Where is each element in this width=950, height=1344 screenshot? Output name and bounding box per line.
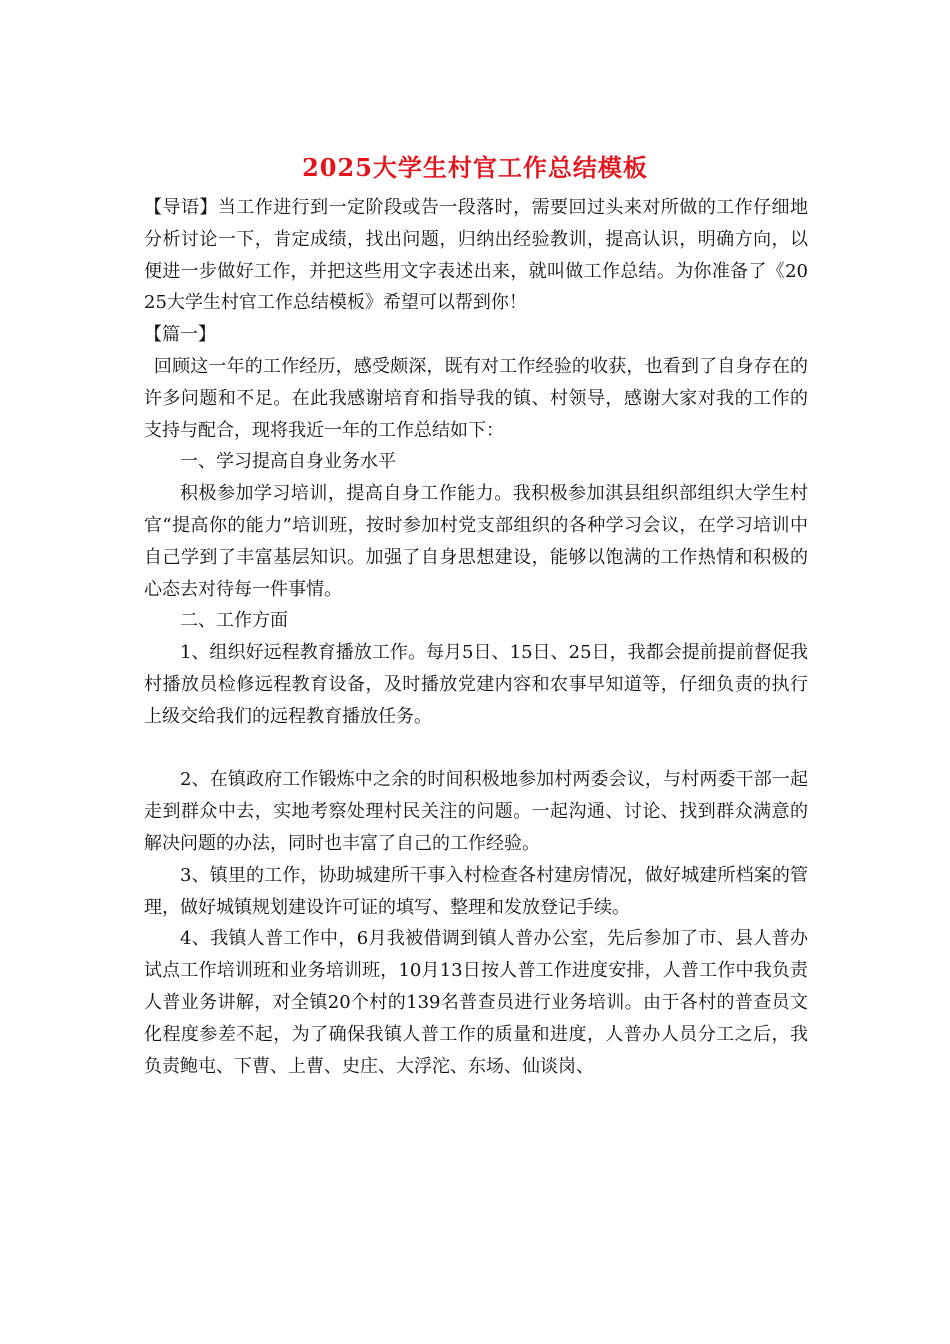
section-heading-two: 二、工作方面 xyxy=(180,610,288,632)
blank-line xyxy=(144,733,808,765)
study-paragraph: 积极参加学习培训，提高自身工作能力。我积极参加淇县组织部组织大学生村官“提高你的能力”培训班，按时参加村党支部组织的各种学习会议，在学习培训中自己学到了丰富基层知识。加强了自身思想建设，能够以饱满的工作热情和积极的心态去对待每一件事情。 xyxy=(144,483,808,600)
work-item-1: 1、组织好远程教育播放工作。每月5日、15日、25日，我都会提前提前督促我村播放员检修远程教育设备，及时播放党建内容和农事早知道等，仔细负责的执行上级交给我们的远程教育播放任务。 xyxy=(144,642,808,727)
work-item-2: 2、在镇政府工作锻炼中之余的时间积极地参加村两委会议，与村两委干部一起走到群众中去，实地考察处理村民关注的问题。一起沟通、讨论、找到群众满意的解决问题的办法，同时也丰富了自己的工作经验。 xyxy=(144,769,808,854)
opening-paragraph: 回顾这一年的工作经历，感受颇深，既有对工作经验的收获，也看到了自身存在的许多问题和不足。在此我感谢培育和指导我的镇、村领导，感谢大家对我的工作的支持与配合，现将我近一年的工作总结如下： xyxy=(144,355,808,441)
section-heading-one: 一、学习提高自身业务水平 xyxy=(180,451,396,473)
document-title: 2025大学生村官工作总结模板 xyxy=(302,153,648,182)
work-item-4: 4、我镇人普工作中，6月我被借调到镇人普办公室，先后参加了市、县人普办试点工作培训班和业务培训班，10月13日按人普工作进度安排，人普工作中我负责人普业务讲解，对全镇20个村的139名普查员进行业务培训。由于各村的普查员文化程度参差不起，为了确保我镇人普工作的质量和进度，人普办人员分工之后，我负责鲍屯、下曹、上曹、史庄、大浮沱、东场、仙谈岗、 xyxy=(144,928,808,1077)
work-item-3: 3、镇里的工作，协助城建所干事入村检查各村建房情况，做好城建所档案的管理，做好城镇规划建设许可证的填写、整理和发放登记手续。 xyxy=(144,864,808,918)
document-body xyxy=(144,192,808,1082)
section-label: 【篇一】 xyxy=(144,324,216,346)
intro-paragraph: 【导语】当工作进行到一定阶段或告一段落时，需要回过头来对所做的工作仔细地分析讨论一下，肯定成绩，找出问题，归纳出经验教训，提高认识，明确方向，以便进一步做好工作，并把这些用文字表述出来，就叫做工作总结。为你准备了《2025大学生村官工作总结模板》希望可以帮到你！ xyxy=(144,197,808,314)
